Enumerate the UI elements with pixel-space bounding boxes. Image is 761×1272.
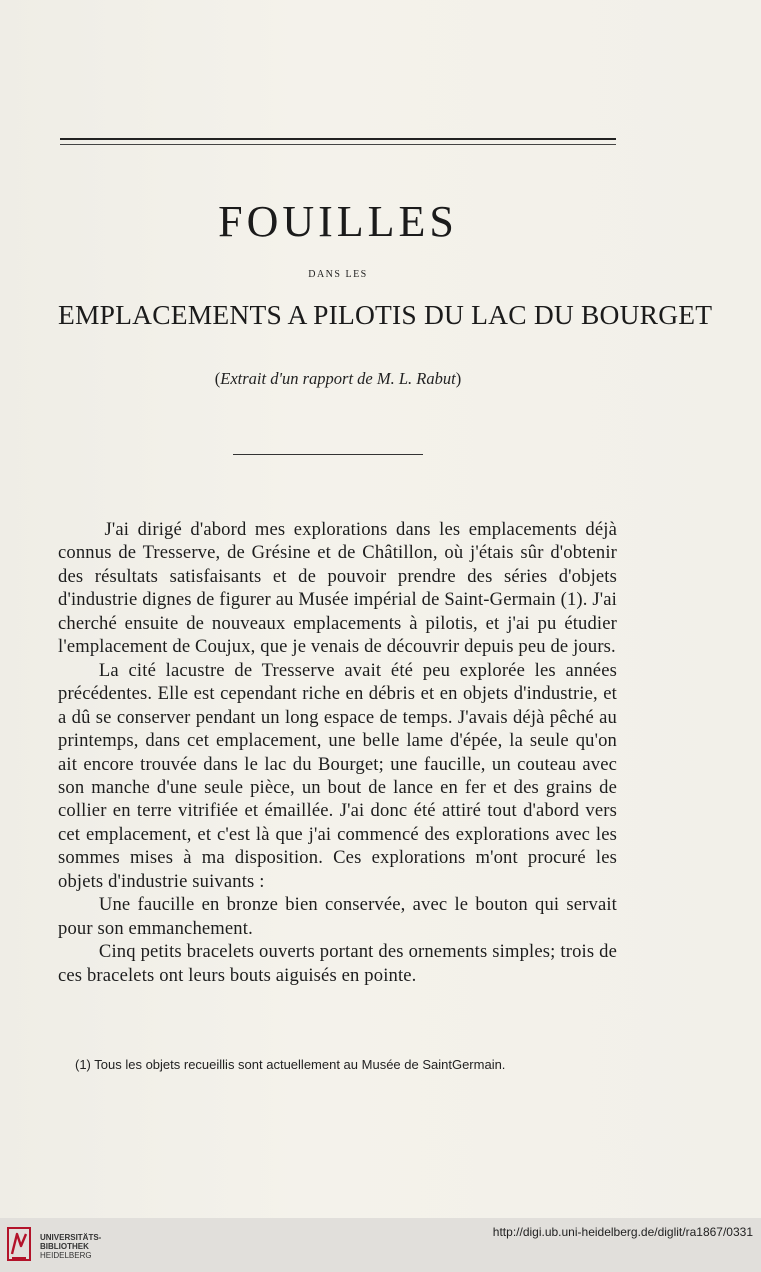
section-divider <box>233 454 423 455</box>
top-double-rule <box>60 138 616 140</box>
footnote: (1) Tous les objets recueillis sont actuellement au Musée de SaintGermain. <box>75 1057 506 1072</box>
library-line-2: BIBLIOTHEK <box>40 1242 89 1251</box>
permalink-url[interactable]: http://digi.ub.uni-heidelberg.de/diglit/ra1867/0331 <box>492 1225 753 1239</box>
paragraph-1: J'ai dirigé d'abord mes explorations dans les emplacements déjà connus de Tresserve, de Grésine et de Châtillon, où j'étais sûr d'obtenir des résultats satisfaisants et de pouvoir prendre des séries d'objets d'industrie dignes de figurer au Musée impérial de Saint-Germain (1). J'ai cherché ensuite de nouveaux emplacements à pilotis, et j'ai pu étudier l'emplacement de Coujux, que je venais de découvrir depuis peu de jours. <box>58 519 617 658</box>
library-line-3: HEIDELBERG <box>40 1251 92 1260</box>
body-text <box>58 518 617 987</box>
paragraph-2: La cité lacustre de Tresserve avait été peu explorée les années précédentes. Elle est cependant riche en débris et en objets d'industrie, et a dû se conserver pendant un long espace de temps. J'avais déjà pêché au printemps, dans cet emplacement, une belle lame d'épée, la seule qu'on ait encore trouvée dans le lac du Bourget; une faucille, un couteau avec son manche d'une seule pièce, un bout de lance en fer et des grains de collier en terre vitrifiée et émaillée. J'ai donc été attiré tout d'abord vers cet emplacement, et c'est là que j'ai commencé des explorations avec les sommes mises à ma disposition. Ces explorations m'ont procuré les objets d'industrie suivants : <box>58 659 617 892</box>
library-name <box>40 1233 101 1260</box>
page-title: FOUILLES <box>218 197 458 246</box>
paragraph-4: Cinq petits bracelets ouverts portant des ornements simples; trois de ces bracelets ont leurs bouts aiguisés en pointe. <box>58 941 617 986</box>
title-connector: DANS LES <box>308 269 368 280</box>
library-line-1: UNIVERSITÄTS- <box>40 1233 102 1242</box>
extract-close-paren: ) <box>455 369 462 388</box>
top-double-rule-thin <box>60 144 616 145</box>
page-subtitle: EMPLACEMENTS A PILOTIS DU LAC DU BOURGET <box>58 299 713 330</box>
extract-attribution <box>0 369 676 389</box>
extract-label: Extrait d'un rapport de <box>220 369 377 388</box>
university-logo-icon <box>6 1224 32 1264</box>
extract-open-paren: ( <box>214 369 221 388</box>
paragraph-3: Une faucille en bronze bien conservée, avec le bouton qui servait pour son emmanchement. <box>58 894 617 939</box>
extract-author: M. L. Rabut <box>376 369 456 388</box>
